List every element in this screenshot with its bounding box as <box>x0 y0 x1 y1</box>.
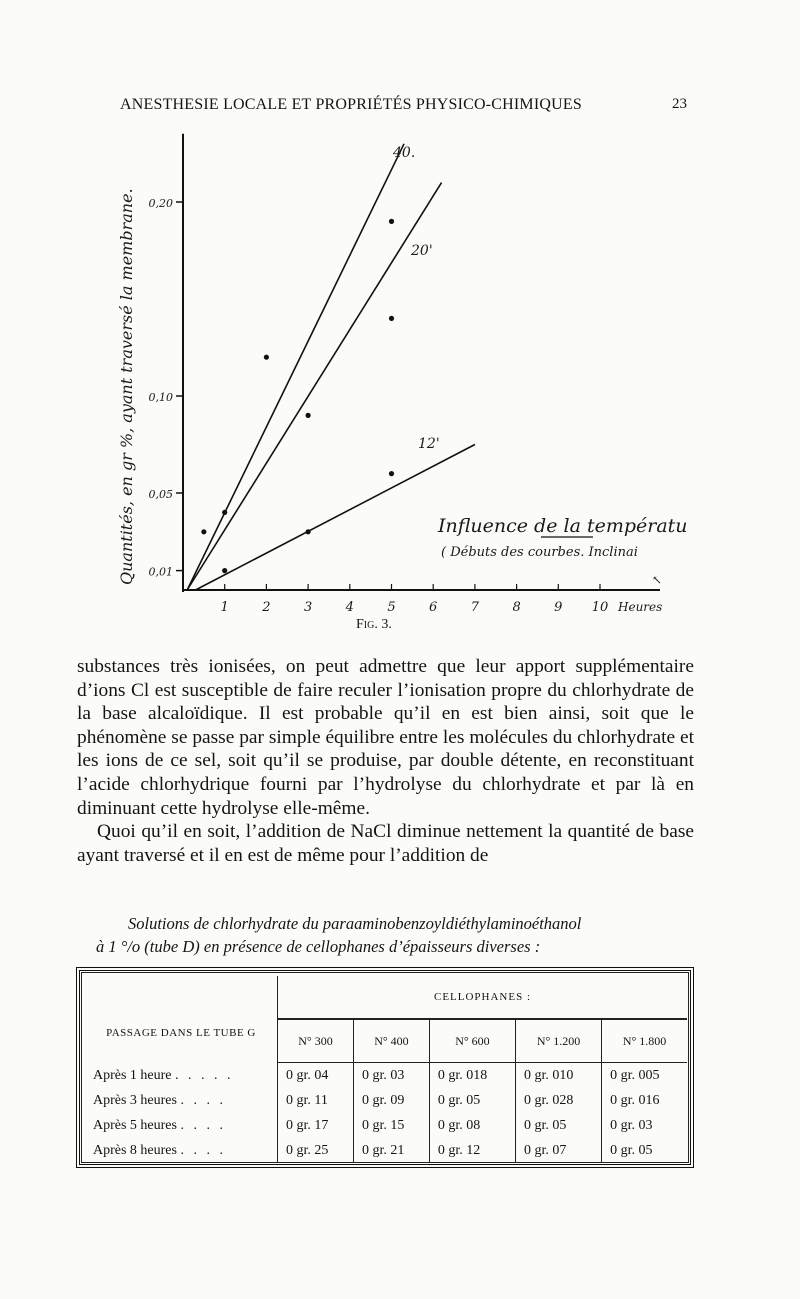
row-header: PASSAGE DANS LE TUBE G <box>85 976 278 1063</box>
table-cell: 0 gr. 04 <box>278 1063 354 1089</box>
page-number: 23 <box>672 96 687 112</box>
table-cell: 0 gr. 028 <box>516 1088 602 1113</box>
table-caption-line-1: Solutions de chlorhydrate du paraaminobenzoyldiéthylaminoéthanol <box>128 914 582 933</box>
data-point <box>306 413 311 418</box>
paragraph-1: substances très ionisées, on peut admettre que leur apport supplémentaire d’ions Cl est susceptible de faire reculer l’ionisation propre du chlorhydrate de la base alcaloïdique. Il est probable qu’il en est bien ainsi, soit que le phénomène se passe par simple équilibre entre les molécules du chlorhydrate et les ions de ce sel, soit qu’il se produise, par double détente, en reconstituant l’acide chlorhydrique fourni par l’hydrolyse du chlorhydrate et par là en diminuant cette hydrolyse elle-même. <box>77 656 694 819</box>
x-tick-label: 10 <box>591 600 609 615</box>
x-tick-label: 3 <box>303 600 313 615</box>
group-header: CELLOPHANES : <box>278 976 688 1019</box>
table-row <box>85 1088 687 1113</box>
table-cell: 0 gr. 17 <box>278 1113 354 1138</box>
row-label: Après 8 heures . . . . <box>85 1138 278 1163</box>
table-cell: 0 gr. 25 <box>278 1138 354 1163</box>
x-tick-label: 2 <box>262 600 271 615</box>
table-row <box>85 1113 687 1138</box>
data-point <box>389 316 394 321</box>
column-header: N° 1.200 <box>516 1019 602 1063</box>
data-point <box>264 355 269 360</box>
page-header <box>0 96 800 118</box>
table-cell: 0 gr. 010 <box>516 1063 602 1089</box>
data-point <box>306 529 311 534</box>
table-cell: 0 gr. 11 <box>278 1088 354 1113</box>
table-cell: 0 gr. 05 <box>429 1088 515 1113</box>
table-cell: 0 gr. 05 <box>516 1113 602 1138</box>
table-cell: 0 gr. 03 <box>610 1118 653 1134</box>
cellophane-table <box>85 976 687 1163</box>
column-header: N° 600 <box>429 1019 515 1063</box>
y-axis-label: Quantités, en gr %, ayant traversé la membrane. <box>117 188 136 585</box>
x-tick-label: 9 <box>554 600 563 615</box>
row-label: Après 5 heures . . . . <box>85 1113 278 1138</box>
chart-subtitle: ( Débuts des courbes. Inclinai <box>441 545 638 560</box>
chart-title: Influence de la températu <box>438 515 688 537</box>
temperature-chart <box>0 120 800 620</box>
table-cell: 0 gr. 07 <box>516 1138 602 1163</box>
x-axis-arrow: ↖ <box>652 573 663 587</box>
column-header: N° 300 <box>278 1019 354 1063</box>
series-label: 12' <box>418 436 440 452</box>
data-point <box>389 219 394 224</box>
data-point <box>222 510 227 515</box>
table-cell: 0 gr. 12 <box>429 1138 515 1163</box>
table-cell: 0 gr. 018 <box>429 1063 515 1089</box>
table-cell: 0 gr. 08 <box>429 1113 515 1138</box>
x-tick-label: 7 <box>470 600 480 615</box>
table-caption-line-2: à 1 °/o (tube D) en présence de cellophanes d’épaisseurs diverses : <box>96 937 541 956</box>
data-point <box>389 471 394 476</box>
series-label: 40. <box>393 145 416 161</box>
column-header: N° 1.800 <box>602 1019 687 1063</box>
running-title: ANESTHESIE LOCALE ET PROPRIÉTÉS PHYSICO-CHIMIQUES <box>120 96 582 113</box>
data-table-frame <box>76 967 694 1168</box>
y-tick-label: 0,05 <box>148 488 173 501</box>
series-label: 20' <box>411 243 433 259</box>
series-line <box>187 144 404 590</box>
table-cell: 0 gr. 03 <box>353 1063 429 1089</box>
column-header: N° 400 <box>353 1019 429 1063</box>
x-tick-label: 4 <box>345 600 354 615</box>
figure-caption: Fig. 3. <box>356 617 392 632</box>
x-tick-label: 5 <box>387 600 396 615</box>
y-tick-label: 0,01 <box>148 565 173 579</box>
x-tick-label: 1 <box>220 600 229 615</box>
table-cell: 0 gr. 005 <box>610 1068 660 1084</box>
y-tick-label: 0,10 <box>148 391 173 404</box>
y-tick-label: 0,20 <box>148 197 173 210</box>
table-cell: 0 gr. 016 <box>610 1093 660 1109</box>
table-cell: 0 gr. 05 <box>610 1143 653 1159</box>
paragraph-2: Quoi qu’il en soit, l’addition de NaCl diminue nettement la quantité de base ayant traversé et il en est de même pour l’addition de <box>77 821 694 866</box>
x-tick-label: 6 <box>429 600 438 615</box>
data-point <box>222 568 227 573</box>
table-cell: 0 gr. 09 <box>353 1088 429 1113</box>
table-cell: 0 gr. 15 <box>353 1113 429 1138</box>
table-row <box>85 1063 687 1089</box>
x-tick-label: 8 <box>512 600 521 615</box>
row-label: Après 3 heures . . . . <box>85 1088 278 1113</box>
data-point <box>201 529 206 534</box>
body-text <box>77 655 694 867</box>
table-caption <box>90 912 700 958</box>
table-row <box>85 1138 687 1163</box>
table-cell: 0 gr. 21 <box>353 1138 429 1163</box>
series-line <box>196 445 475 591</box>
x-axis-label: Heures <box>618 600 663 614</box>
row-label: Après 1 heure . . . . . <box>85 1063 278 1089</box>
